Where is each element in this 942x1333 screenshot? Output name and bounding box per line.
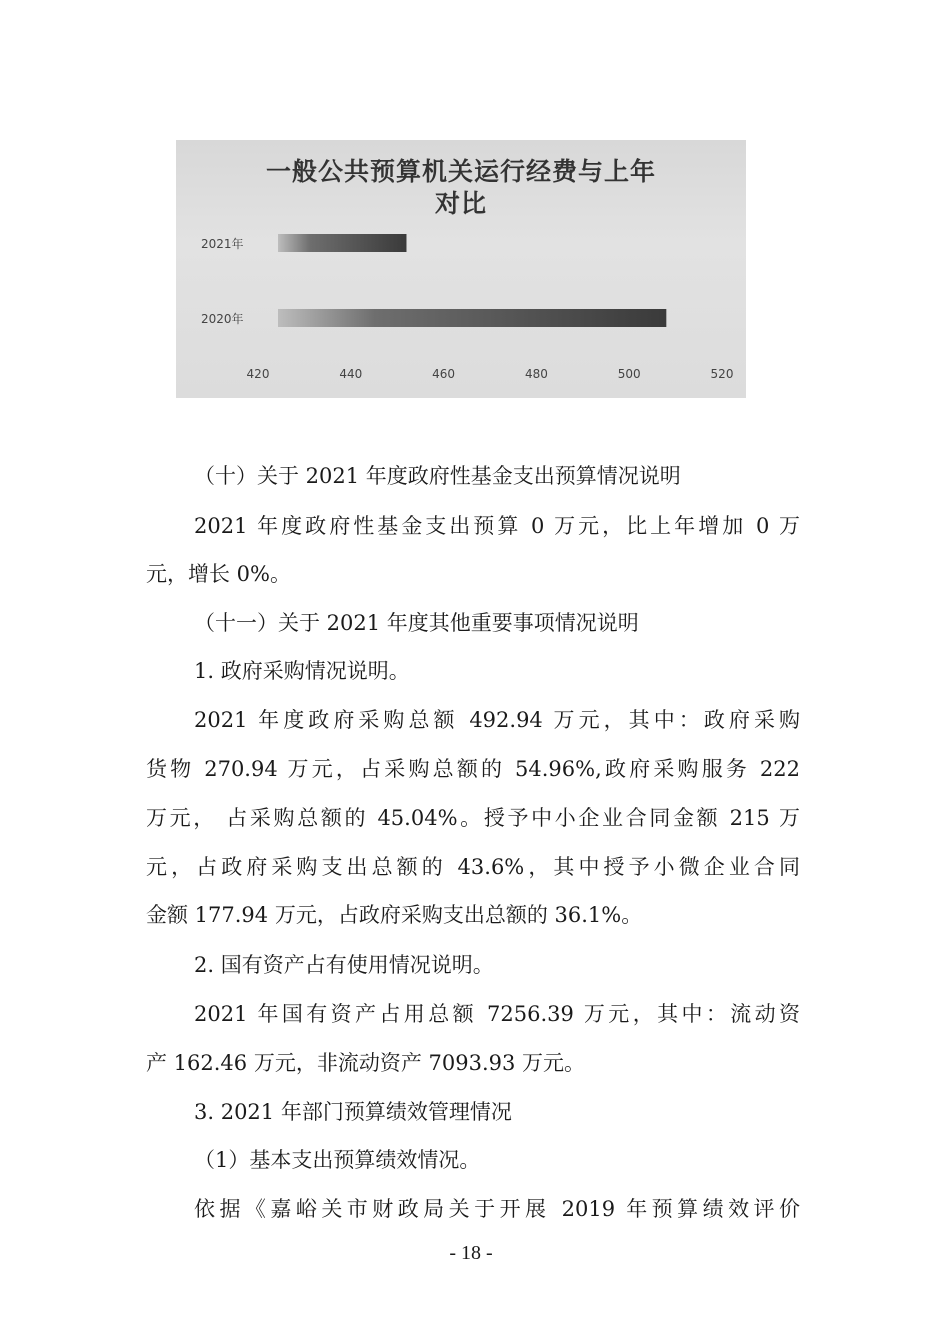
x-tick-label: 420 xyxy=(246,367,270,381)
section-heading-11: （十一）关于 2021 年度其他重要事项情况说明 xyxy=(194,611,639,635)
chart-plot xyxy=(176,140,746,398)
x-tick-label: 480 xyxy=(524,367,548,381)
category-label: 2020年 xyxy=(201,312,244,326)
x-tick-label: 520 xyxy=(710,367,734,381)
paragraph-1-line-4: 元，占政府采购支出总额的 43.6%，其中授予小微企业合同 xyxy=(146,855,800,879)
bar-2021年 xyxy=(278,234,406,252)
x-tick-label: 440 xyxy=(339,367,363,381)
paragraph-10-line-1: 2021 年度政府性基金支出预算 0 万元，比上年增加 0 万 xyxy=(194,514,800,538)
page-number: - 18 - xyxy=(449,1242,493,1264)
item-3-title: 3. 2021 年部门预算绩效管理情况 xyxy=(194,1100,512,1124)
section-heading-10: （十）关于 2021 年度政府性基金支出预算情况说明 xyxy=(194,464,681,488)
paragraph-1-line-5: 金额 177.94 万元，占政府采购支出总额的 36.1%。 xyxy=(146,903,643,927)
chart-title-line2: 对比 xyxy=(434,189,487,218)
bar-2020年 xyxy=(278,309,666,327)
chart-title-line1: 一般公共预算机关运行经费与上年 xyxy=(265,157,656,186)
operating-expenses-chart xyxy=(176,140,746,398)
item-2-title: 2. 国有资产占有使用情况说明。 xyxy=(194,953,494,977)
sub-item-1-title: （1）基本支出预算绩效情况。 xyxy=(194,1148,481,1172)
paragraph-2-line-2: 产 162.46 万元，非流动资产 7093.93 万元。 xyxy=(146,1051,586,1075)
paragraph-1-line-2: 货物 270.94 万元，占采购总额的 54.96%,政府采购服务 222 xyxy=(146,757,800,781)
x-tick-label: 500 xyxy=(617,367,641,381)
paragraph-1-line-1: 2021 年度政府采购总额 492.94 万元，其中：政府采购 xyxy=(194,708,800,732)
x-tick-label: 460 xyxy=(432,367,456,381)
paragraph-2-line-1: 2021 年国有资产占用总额 7256.39 万元，其中：流动资 xyxy=(194,1002,800,1026)
item-1-title: 1. 政府采购情况说明。 xyxy=(194,659,410,683)
paragraph-10-line-2: 元，增长 0%。 xyxy=(146,562,291,586)
paragraph-3-line-1: 依据《嘉峪关市财政局关于开展 2019 年预算绩效评价 xyxy=(194,1197,800,1221)
category-label: 2021年 xyxy=(201,237,244,251)
paragraph-1-line-3: 万元， 占采购总额的 45.04%。授予中小企业合同金额 215 万 xyxy=(146,806,800,830)
